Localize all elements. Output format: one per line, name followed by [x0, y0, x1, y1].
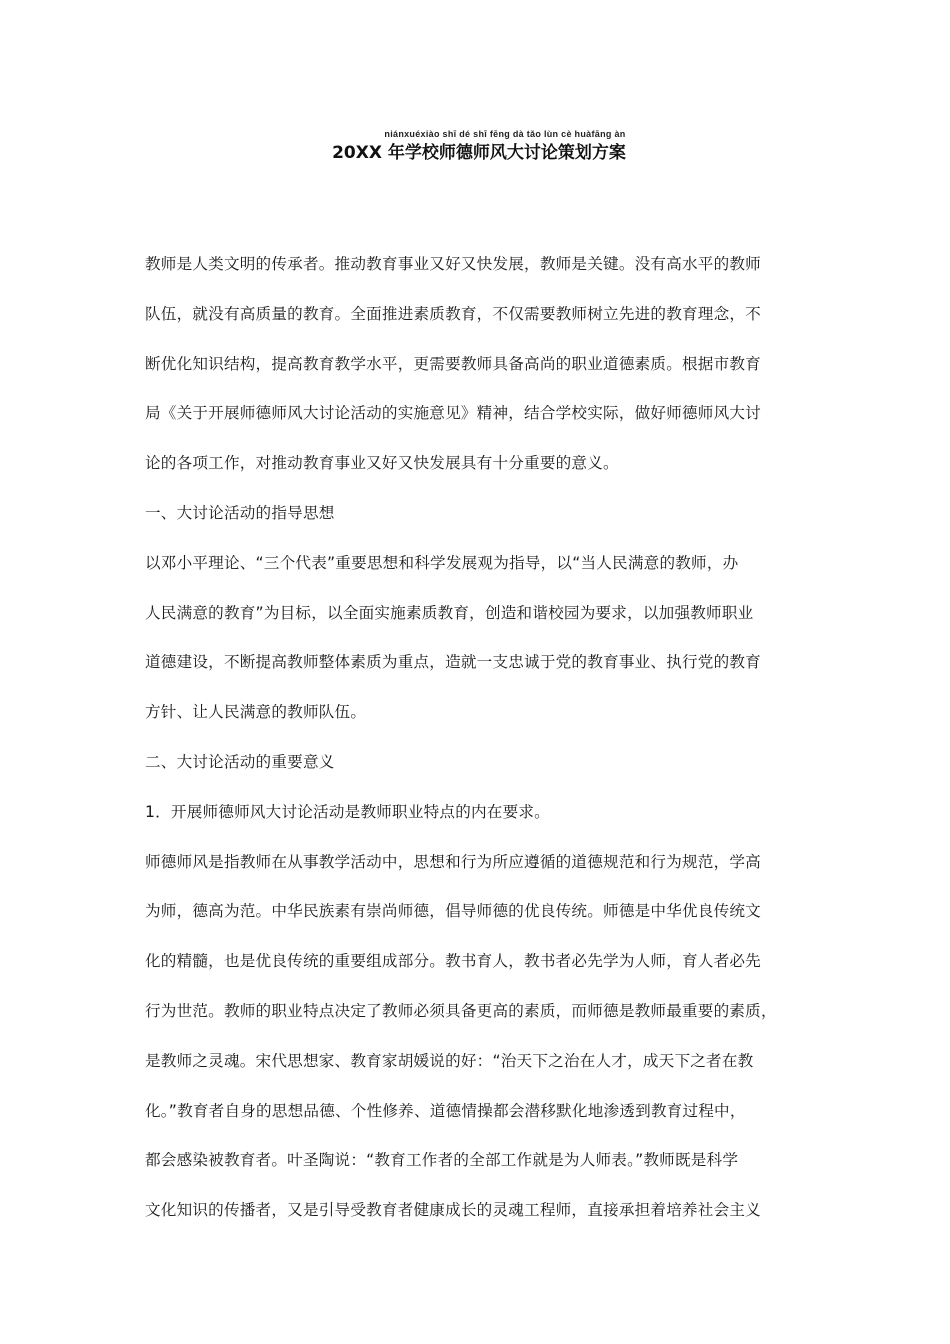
text-line: 道德建设，不断提高教师整体素质为重点，造就一支忠诚于党的教育事业、执行党的教育 — [145, 653, 761, 672]
section-heading: 一、大讨论活动的指导思想 — [145, 503, 335, 522]
text-line: 以邓小平理论、“三个代表”重要思想和科学发展观为指导，以“当人民满意的教师，办 — [145, 553, 739, 572]
text-line: 论的各项工作，对推动教育事业又好又快发展具有十分重要的意义。 — [145, 454, 619, 473]
title-pinyin: niánxuéxiào shī dé shī fēng dà tǎo lùn cè huàfāng àn — [384, 129, 626, 139]
section-heading: 二、大讨论活动的重要意义 — [145, 752, 335, 771]
text-line: 为师，德高为范。中华民族素有崇尚师德，倡导师德的优良传统。师德是中华优良传统文 — [145, 902, 761, 921]
title-block — [0, 128, 950, 164]
text-line: 行为世范。教师的职业特点决定了教师必须具备更高的素质，而师德是教师最重要的素质， — [145, 1001, 777, 1020]
text-line: 局《关于开展师德师风大讨论活动的实施意见》精神，结合学校实际，做好师德师风大讨 — [145, 404, 761, 423]
subsection-heading: 1．开展师德师风大讨论活动是教师职业特点的内在要求。 — [145, 802, 550, 821]
text-line: 师德师风是指教师在从事教学活动中，思想和行为所应遵循的道德规范和行为规范，学高 — [145, 852, 761, 871]
text-line: 都会感染被教育者。叶圣陶说：“教育工作者的全部工作就是为人师表。”教师既是科学 — [145, 1151, 739, 1170]
text-line: 人民满意的教育”为目标，以全面实施素质教育，创造和谐校园为要求，以加强教师职业 — [145, 603, 754, 622]
document-title: 20XX 年学校师德师风大讨论策划方案 — [332, 143, 626, 163]
text-line: 是教师之灵魂。宋代思想家、教育家胡媛说的好：“治天下之治在人才，成天下之者在教 — [145, 1051, 754, 1070]
text-line: 方针、让人民满意的教师队伍。 — [145, 703, 367, 722]
text-line: 断优化知识结构，提高教育教学水平，更需要教师具备高尚的职业道德素质。根据市教育 — [145, 354, 761, 373]
document-body — [145, 240, 817, 1236]
text-line: 教师是人类文明的传承者。推动教育事业又好又快发展，教师是关键。没有高水平的教师 — [145, 255, 761, 273]
text-line: 队伍，就没有高质量的教育。全面推进素质教育，不仅需要教师树立先进的教育理念，不 — [145, 304, 761, 323]
text-line: 化。”教育者自身的思想品德、个性修养、道德情操都会潜移默化地渗透到教育过程中， — [145, 1101, 746, 1120]
text-line: 化的精髓，也是优良传统的重要组成部分。教书育人，教书者必先学为人师，育人者必先 — [145, 952, 761, 971]
text-line: 文化知识的传播者，又是引导受教育者健康成长的灵魂工程师，直接承担着培养社会主义 — [145, 1201, 761, 1220]
